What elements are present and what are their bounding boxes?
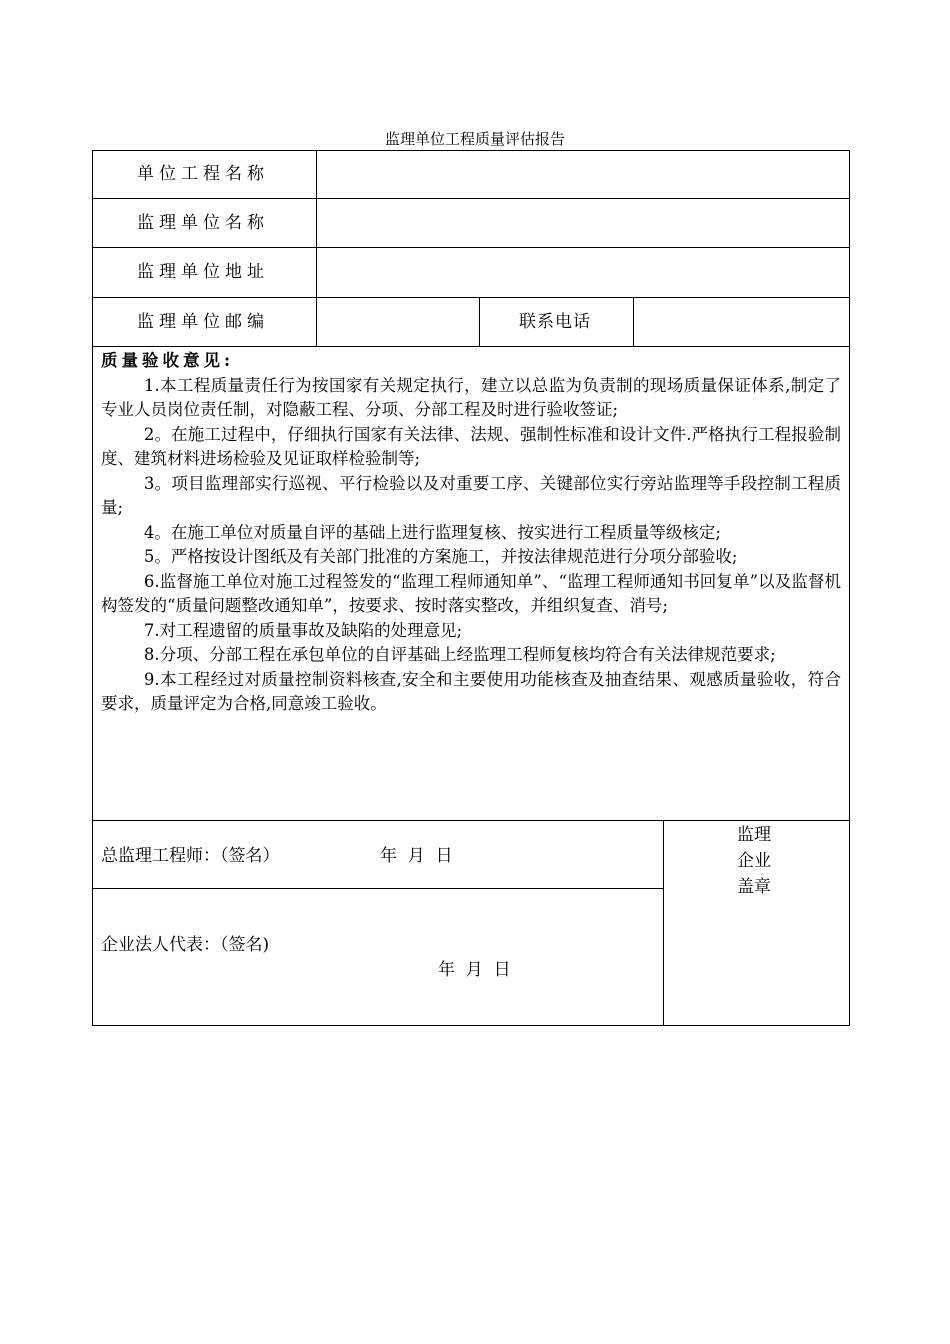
column-divider	[663, 820, 664, 1026]
opinion-item: 8.分项、分部工程在承包单位的自评基础上经监理工程师复核均符合有关法律规范要求;	[143, 645, 776, 664]
chief-engineer-signature-label: 总监理工程师：（签名）	[101, 846, 280, 866]
quality-opinion	[101, 349, 841, 717]
opinion-item: 2。在施工过程中，仔细执行国家有关法律、法规、强制性标准和设计文件.严格执行工程报验制度、建筑材料进场检验及见证取样检验制等;	[101, 424, 841, 468]
opinion-item: 6.监督施工单位对施工过程签发的“监理工程师通知单”、“监理工程师通知书回复单”以及监督机构签发的“质量问题整改通知单”，按要求、按时落实整改，并组织复查、消号;	[101, 571, 841, 615]
stamp-line: 监理	[737, 825, 771, 845]
row-divider	[92, 888, 664, 889]
document-title: 监理单位工程质量评估报告	[384, 130, 565, 148]
project-name-label: 单位工程名称	[137, 164, 269, 184]
opinion-item: 1.本工程质量责任行为按国家有关规定执行，建立以总监为负责制的现场质量保证体系,制定了专业人员岗位责任制，对隐蔽工程、分项、分部工程及时进行验收签证;	[101, 375, 841, 419]
phone-label: 联系电话	[519, 312, 591, 332]
supervisor-name-label: 监理单位名称	[137, 213, 269, 233]
row-divider	[92, 297, 850, 298]
stamp-line: 盖章	[737, 877, 771, 897]
company-stamp-area	[737, 822, 787, 900]
stamp-line: 企业	[737, 851, 771, 871]
column-divider	[633, 297, 634, 347]
opinion-item: 4。在施工单位对质量自评的基础上进行监理复核、按实进行工程质量等级核定;	[143, 522, 721, 542]
opinion-title: 质量验收意见:	[101, 351, 235, 370]
legal-rep-signature-label: 企业法人代表：（签名)	[101, 935, 270, 955]
supervisor-postcode-label: 监理单位邮编	[137, 312, 269, 332]
opinion-item: 9.本工程经过对质量控制资料核查,安全和主要使用功能核查及抽查结果、观感质量验收，符合要求，质量评定为合格,同意竣工验收。	[101, 669, 841, 713]
opinion-item: 3。项目监理部实行巡视、平行检验以及对重要工序、关键部位实行旁站监理等手段控制工程质量;	[101, 473, 841, 517]
opinion-item: 5。严格按设计图纸及有关部门批准的方案施工，并按法律规范进行分项分部验收;	[143, 547, 738, 566]
chief-engineer-date: 年 月 日	[380, 846, 453, 866]
supervisor-address-label: 监理单位地址	[137, 262, 269, 282]
column-divider	[316, 150, 317, 347]
row-divider	[92, 820, 850, 821]
row-divider	[92, 247, 850, 248]
row-divider	[92, 346, 850, 347]
legal-rep-date: 年 月 日	[438, 960, 511, 980]
column-divider	[479, 297, 480, 347]
opinion-item: 7.对工程遗留的质量事故及缺陷的处理意见;	[143, 620, 463, 640]
row-divider	[92, 198, 850, 199]
